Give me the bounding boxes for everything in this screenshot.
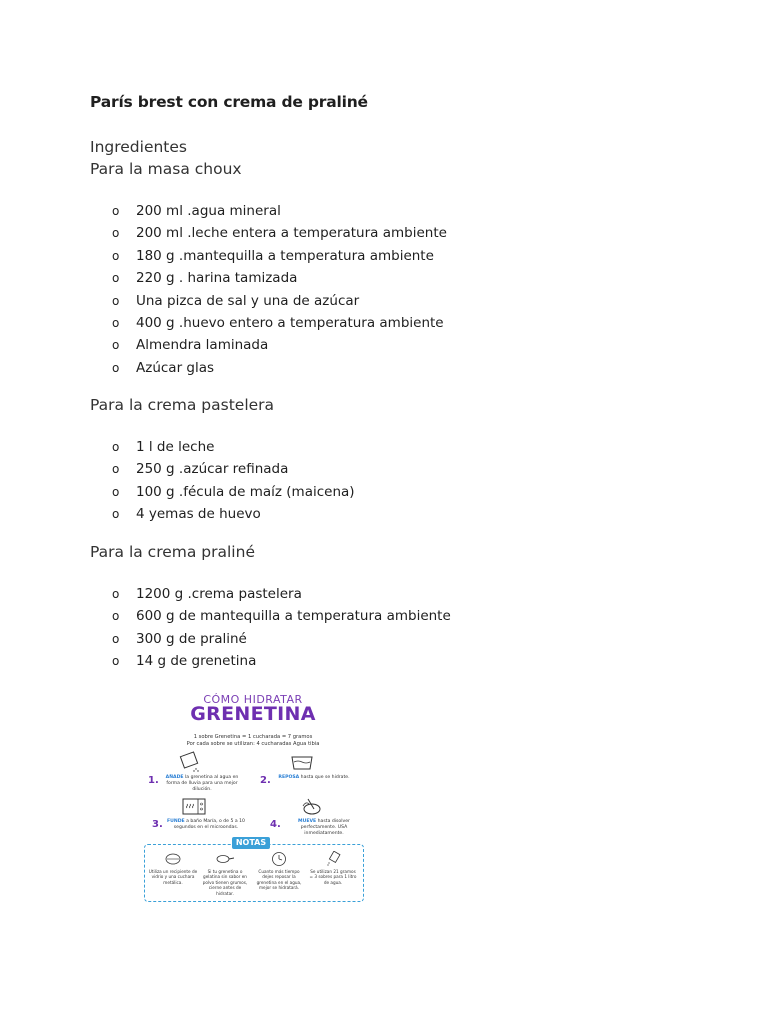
list-item: [112, 650, 451, 672]
bullet: o: [112, 315, 120, 330]
list-item-text: 400 g .huevo entero a temperatura ambiente: [136, 314, 444, 331]
step-number: 4.: [270, 819, 281, 830]
bullet: o: [112, 631, 120, 646]
list-item: [112, 267, 447, 289]
ingredient-list-crema-pastelera: [112, 436, 355, 526]
bullet: o: [112, 507, 120, 522]
bullet: o: [112, 226, 120, 241]
bullet: o: [112, 248, 120, 263]
grenetina-infographic: [140, 687, 366, 903]
list-item: [112, 481, 355, 503]
list-item-text: 250 g .azúcar refinada: [136, 461, 289, 478]
sieve-icon: [216, 851, 234, 867]
bullet: o: [112, 654, 120, 669]
list-item-text: 14 g de grenetina: [136, 653, 257, 670]
note-2: [200, 851, 250, 896]
list-item: [112, 436, 355, 458]
list-item-text: 220 g . harina tamizada: [136, 270, 298, 287]
note-text: Se utilizan 21 gramos = 3 sobres para 1 litro de agua.: [309, 869, 357, 885]
list-item-text: 1 l de leche: [136, 439, 215, 455]
step-text: REPOSA hasta que se hidrate.: [278, 775, 350, 780]
list-item-text: 1200 g .crema pastelera: [136, 586, 302, 602]
step-number: 2.: [260, 775, 271, 786]
list-item-text: 180 g .mantequilla a temperatura ambiente: [136, 247, 434, 264]
bullet: o: [112, 587, 120, 601]
ingredient-list-masa-choux: [112, 200, 447, 379]
bullet: o: [112, 204, 120, 218]
ingredients-heading: Ingredientes: [90, 138, 187, 156]
bowl-icon: [288, 751, 316, 773]
notes-label: NOTAS: [232, 837, 270, 849]
note-4: [308, 851, 358, 885]
recipe-title: París brest con crema de praliné: [90, 93, 368, 111]
ingredient-list-crema-praline: [112, 583, 451, 673]
step-text: FUNDE a baño María, o de 5 a 10 segundos en el microondas.: [167, 819, 245, 830]
list-item: [112, 458, 355, 480]
list-item-text: 4 yemas de huevo: [136, 506, 261, 523]
bullet: o: [112, 462, 120, 477]
infographic-title: GRENETINA: [190, 703, 316, 725]
infographic-note-line-2: Por cada sobre se utilizan: 4 cucharadas Agua tibia: [186, 741, 320, 747]
list-item-text: Azúcar glas: [136, 359, 215, 376]
list-item: [112, 628, 451, 650]
note-1: [148, 851, 198, 885]
list-item-text: 300 g de praliné: [136, 630, 247, 647]
bullet: o: [112, 484, 120, 499]
list-item-text: Almendra laminada: [136, 337, 269, 354]
clock-icon: [270, 851, 288, 867]
infographic-note-line-1: 1 sobre Grenetina = 1 cucharada = 7 gramos: [193, 734, 313, 740]
pouring-sachet-icon: [324, 851, 342, 867]
list-item-text: 200 ml .leche entera a temperatura ambiente: [136, 225, 447, 242]
note-3: [254, 851, 304, 891]
bullet: o: [112, 293, 120, 308]
step-text: MUEVE hasta disolver perfectamente. USA inmediatamente.: [298, 819, 350, 836]
list-item-text: Una pizca de sal y una de azúcar: [136, 292, 360, 309]
list-item: [112, 245, 447, 267]
list-item: [112, 290, 447, 312]
whisk-icon: [298, 795, 326, 817]
list-item-text: 200 ml .agua mineral: [136, 203, 281, 219]
bullet: o: [112, 440, 120, 454]
bullet: o: [112, 271, 120, 286]
note-text: Utiliza un recipiente de vidrio y una cuchara metálica.: [148, 869, 198, 885]
note-text: Si tu grenetina o gelatina sin sabor en polvo tienen grumos, cierne antes de hidratar.: [202, 869, 248, 896]
step-number: 3.: [152, 819, 163, 830]
microwave-icon: [180, 795, 208, 817]
list-item: [112, 357, 447, 379]
list-item: [112, 583, 451, 605]
section-heading-masa-choux: Para la masa choux: [90, 160, 242, 178]
list-item: [112, 334, 447, 356]
list-item: [112, 312, 447, 334]
list-item: [112, 222, 447, 244]
sachet-icon: [176, 751, 204, 773]
step-text: AÑADE la grenetina al agua en forma de lluvia para una mejor dilución.: [165, 775, 239, 792]
list-item: [112, 605, 451, 627]
note-text: Cuanto más tiempo dejes reposar la grenetina en el agua, mejor se hidratará.: [256, 869, 302, 891]
infographic-subtitle: CÓMO HIDRATAR: [203, 693, 303, 706]
list-item: [112, 503, 355, 525]
bullet: o: [112, 609, 120, 624]
list-item-text: 100 g .fécula de maíz (maicena): [136, 483, 355, 500]
list-item: [112, 200, 447, 222]
section-heading-crema-pastelera: Para la crema pastelera: [90, 396, 275, 414]
bullet: o: [112, 338, 120, 353]
bullet: o: [112, 360, 120, 375]
list-item-text: 600 g de mantequilla a temperatura ambiente: [136, 608, 451, 625]
section-heading-crema-praline: Para la crema praliné: [90, 543, 255, 561]
step-number: 1.: [148, 775, 159, 786]
glass-bowl-icon: [164, 851, 182, 867]
